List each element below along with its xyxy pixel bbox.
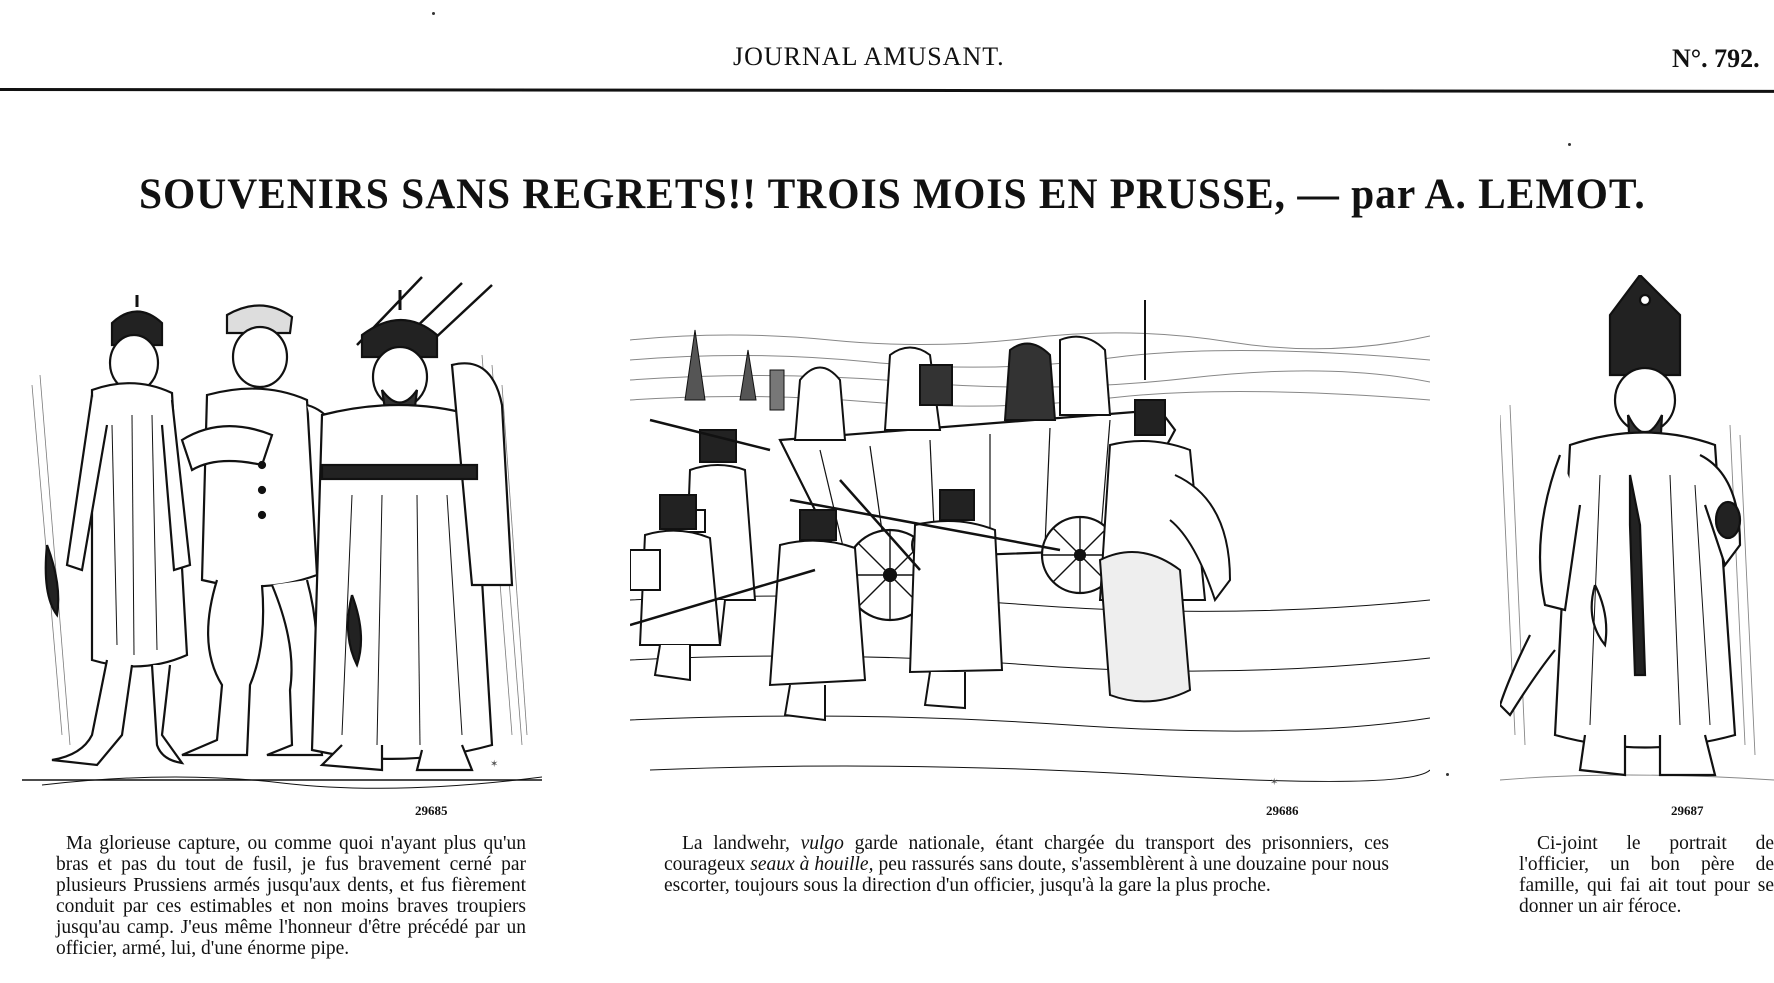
caption-escort-part-b: garde nationale, étant chargée du transport des prisonniers, ces courageux: [664, 833, 1389, 875]
running-head: JOURNAL AMUSANT.: [733, 42, 1005, 71]
print-speck: [1446, 773, 1449, 776]
illustration-wagon-escort: [630, 300, 1430, 795]
print-speck: [432, 12, 435, 15]
caption-escort-seaux: seaux à houille,: [750, 854, 874, 875]
illustration-capture: [22, 265, 542, 795]
caption-escort: [664, 833, 1389, 896]
print-speck: [1568, 143, 1571, 146]
main-title: SOUVENIRS SANS REGRETS!! TROIS MOIS EN PRUSSE, — par A. LEMOT.: [139, 171, 1646, 218]
caption-escort-part-c: peu rassurés sans doute, s'assemblèrent à une douzaine pour nous escorter, toujours sous la direction d'un officier, jusqu'à la gare la plus proche.: [664, 854, 1390, 896]
plate-number-2: 29686: [1266, 803, 1299, 818]
issue-number: N°. 792.: [1672, 44, 1760, 73]
header-rule: [0, 88, 1774, 93]
caption-escort-part-a: La landwehr,: [682, 833, 801, 854]
svg-text:✶: ✶: [1270, 777, 1279, 788]
plate-number-3: 29687: [1671, 803, 1704, 818]
caption-officer: Ci-joint le portrait de l'officier, un bon père de famille, qui fai ait tout pour se donner un air féroce.: [1519, 833, 1774, 917]
illustration-officer-portrait: [1500, 275, 1774, 795]
plate-number-1: 29685: [415, 803, 448, 818]
caption-capture: Ma glorieuse capture, ou comme quoi n'ayant plus qu'un bras et pas du tout de fusil, je fus bravement cerné par plusieurs Prussiens armés jusqu'aux dents, et fus fièrement conduit par ces estimables et non moins braves troupiers jusqu'au camp. J'eus même l'honneur d'être précédé par un officier, armé, lui, d'une énorme pipe.: [56, 833, 526, 959]
caption-escort-vulgo: vulgo: [800, 833, 844, 854]
svg-text:✶: ✶: [490, 759, 499, 770]
